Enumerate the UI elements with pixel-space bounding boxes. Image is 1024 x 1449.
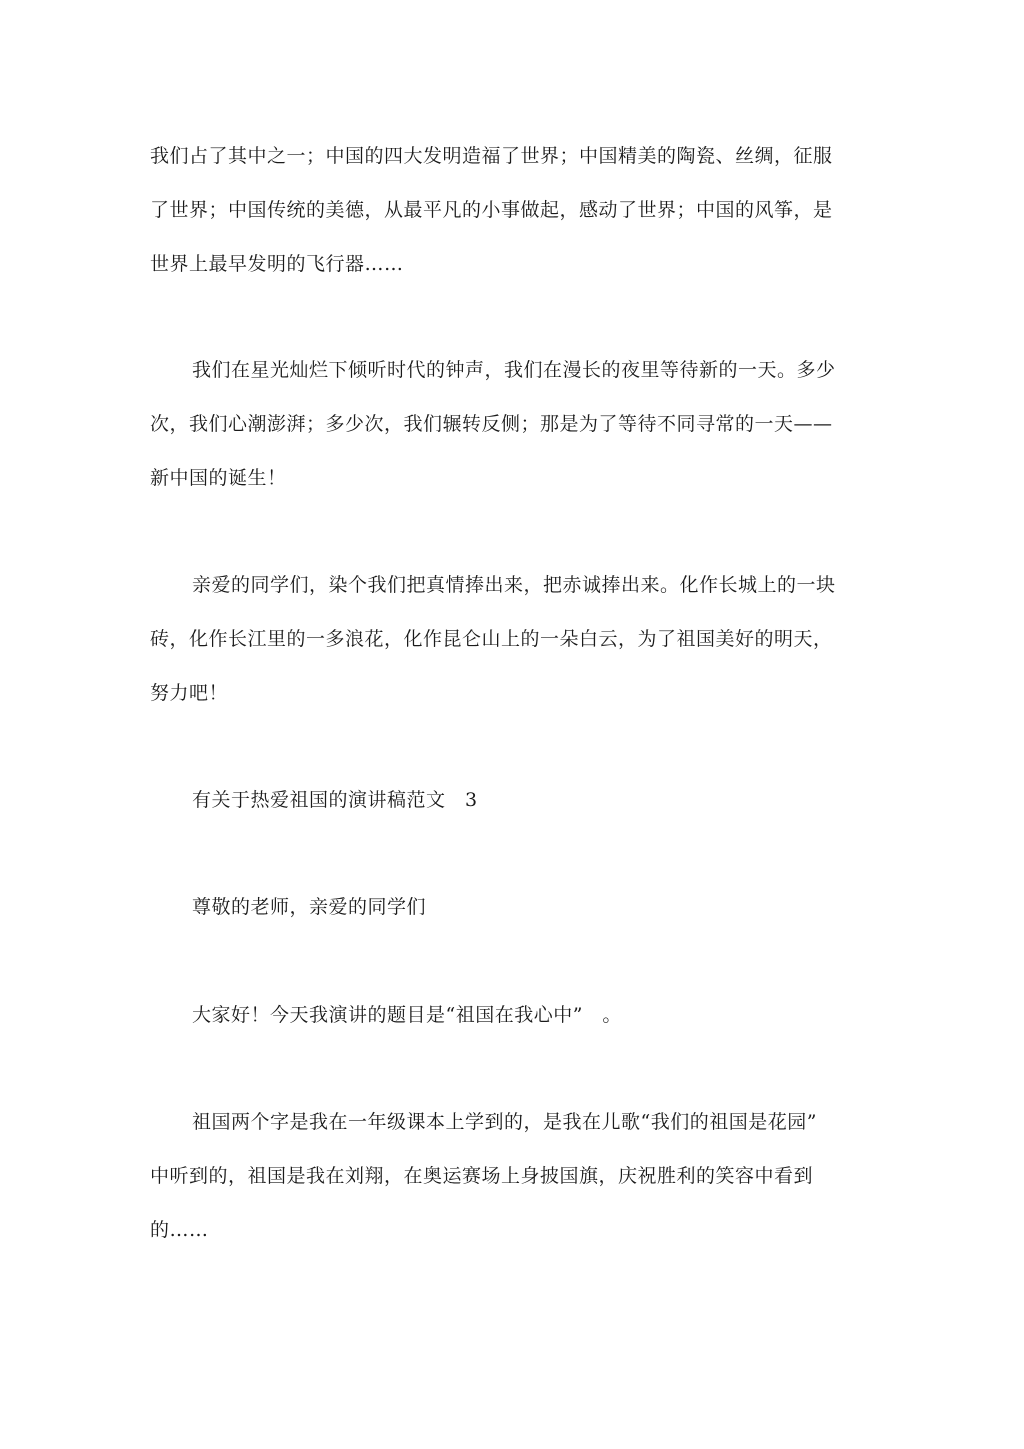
- greeting: 大家好！今天我演讲的题目是“祖国在我心中” 。: [192, 1004, 622, 1026]
- paragraph-line: 中听到的，祖国是我在刘翔，在奥运赛场上身披国旗，庆祝胜利的笑容中看到: [150, 1165, 814, 1187]
- section-title: 有关于热爱祖国的演讲稿范文 3: [192, 789, 478, 811]
- paragraph-line: 世界上最早发明的飞行器……: [150, 253, 404, 275]
- salutation: 尊敬的老师，亲爱的同学们: [192, 896, 427, 918]
- paragraph-line: 亲爱的同学们，染个我们把真情捧出来，把赤诚捧出来。化作长城上的一块: [192, 574, 836, 596]
- paragraph-line: 我们在星光灿烂下倾听时代的钟声，我们在漫长的夜里等待新的一天。多少: [192, 359, 836, 381]
- paragraph-line: 努力吧！: [150, 682, 229, 704]
- paragraph-line: 的……: [150, 1219, 209, 1241]
- paragraph-line: 次，我们心潮澎湃；多少次，我们辗转反侧；那是为了等待不同寻常的一天——: [150, 413, 833, 435]
- paragraph-line: 我们占了其中之一；中国的四大发明造福了世界；中国精美的陶瓷、丝绸，征服: [150, 145, 833, 167]
- paragraph-line: 新中国的诞生！: [150, 467, 287, 489]
- paragraph-line: 了世界；中国传统的美德，从最平凡的小事做起，感动了世界；中国的风筝，是: [150, 199, 833, 221]
- paragraph-line: 砖，化作长江里的一多浪花，化作昆仑山上的一朵白云，为了祖国美好的明天，: [150, 628, 833, 650]
- paragraph-line: 祖国两个字是我在一年级课本上学到的，是我在儿歌“我们的祖国是花园”: [192, 1111, 817, 1133]
